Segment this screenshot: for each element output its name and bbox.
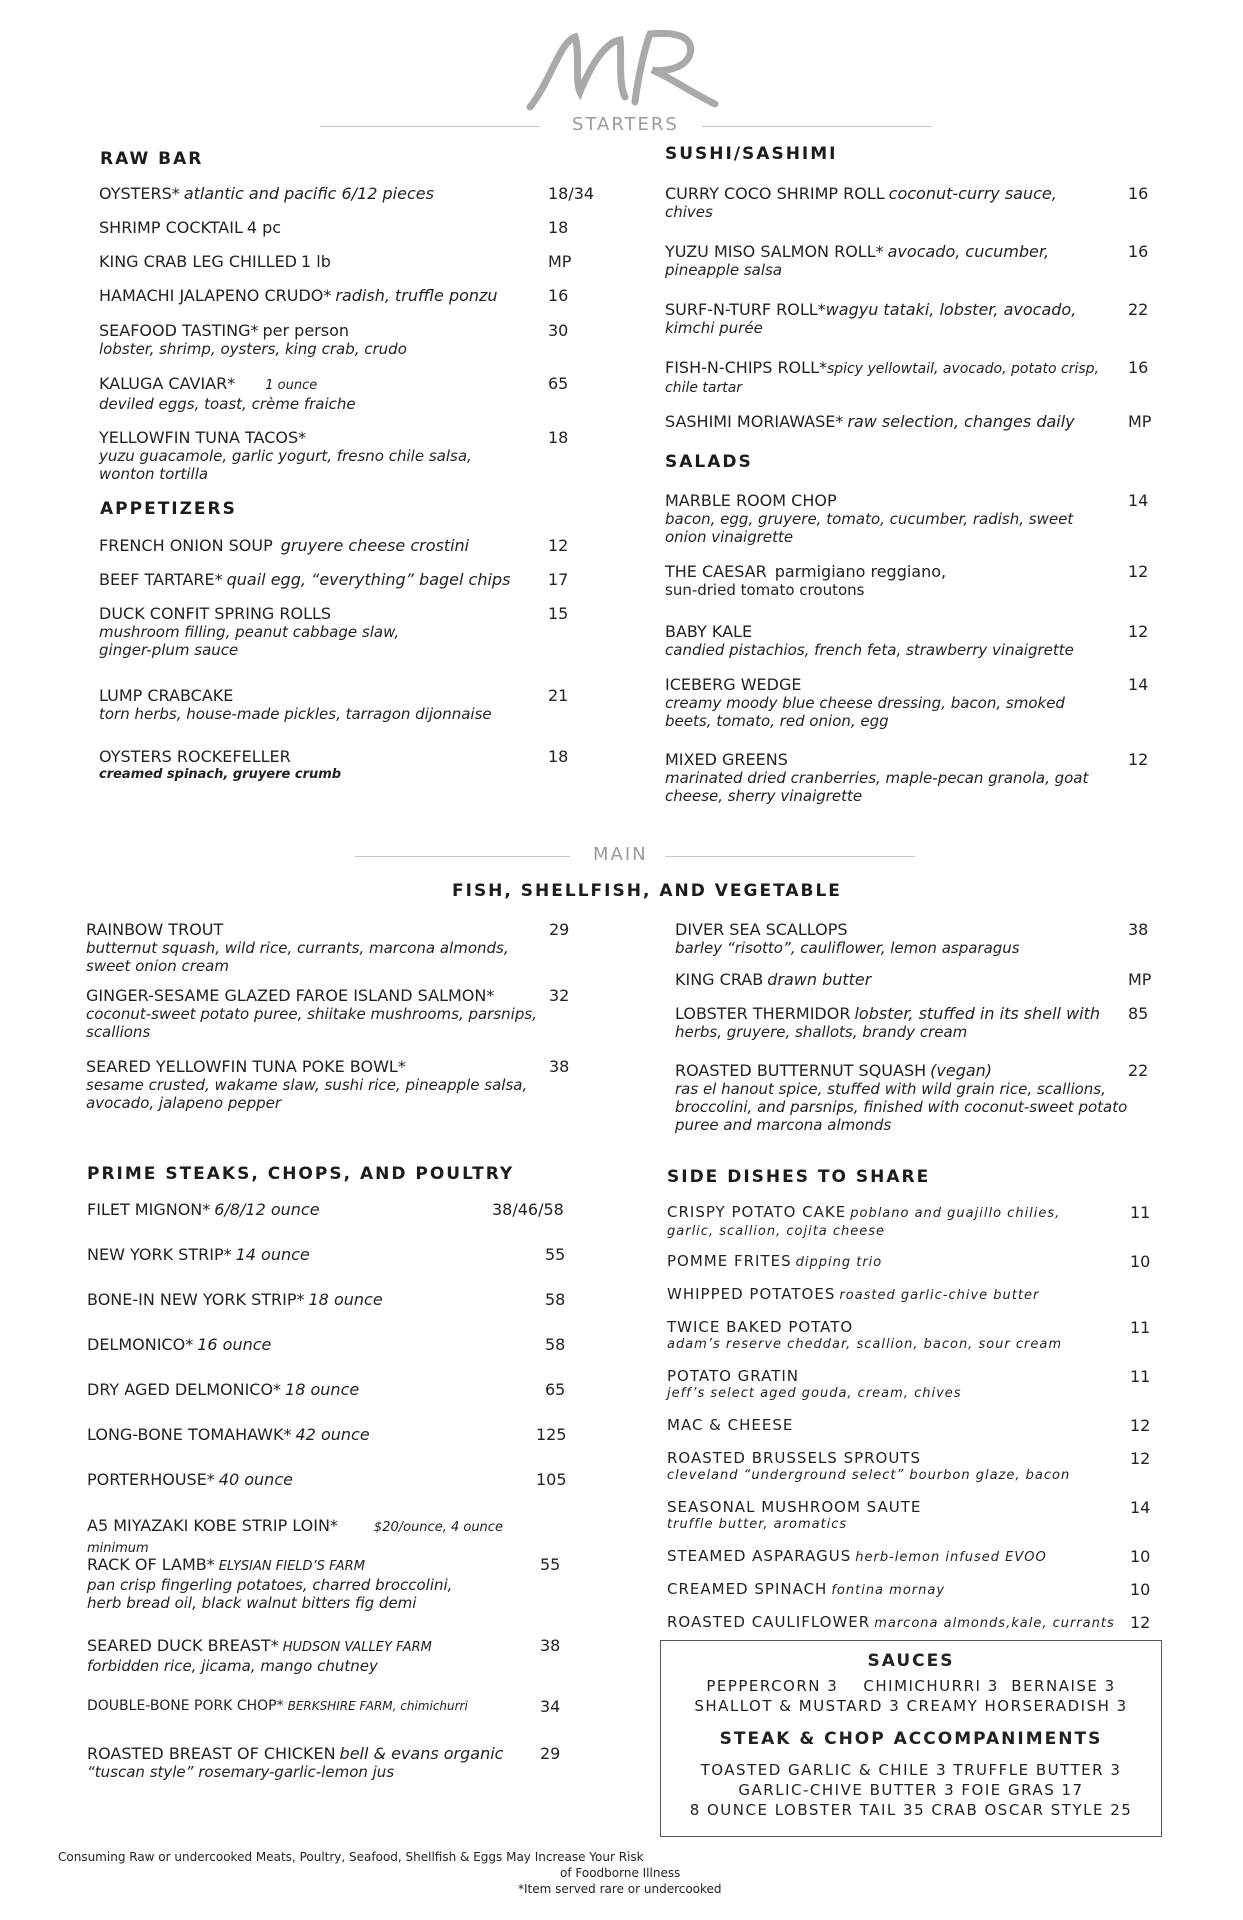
fish-item-king-crab: KING CRAB drawn butter bbox=[675, 970, 872, 989]
fish-price-poke: 38 bbox=[549, 1057, 570, 1076]
app-price-rockefeller: 18 bbox=[548, 747, 569, 766]
side-item-asparagus: STEAMED ASPARAGUS herb-lemon infused EVOO bbox=[667, 1547, 1047, 1565]
side-price-potato-cake: 11 bbox=[1130, 1203, 1151, 1222]
accompaniments-title: STEAK & CHOP ACCOMPANIMENTS bbox=[719, 1729, 1103, 1749]
side-price-pomme-frites: 10 bbox=[1130, 1252, 1151, 1271]
sushi-price-yuzu-miso: 16 bbox=[1128, 242, 1149, 261]
app-item-rockefeller: OYSTERS ROCKEFELLER creamed spinach, gruyere crumb bbox=[99, 747, 342, 782]
fish-item-poke: SEARED YELLOWFIN TUNA POKE BOWL* sesame crusted, wakame slaw, sushi rice, pineapple salsa, avocado, jalapeno pepper bbox=[86, 1057, 528, 1112]
sushi-item-yuzu-miso: YUZU MISO SALMON ROLL* avocado, cucumber, pineapple salsa bbox=[665, 242, 1050, 279]
fish-price-salmon: 32 bbox=[549, 986, 570, 1005]
raw-item-shrimp: SHRIMP COCKTAIL 4 pc bbox=[99, 218, 282, 237]
steak-price-chicken: 29 bbox=[540, 1744, 561, 1763]
sauces-line-1: PEPPERCORN 3 CHIMICHURRI 3 BERNAISE 3 bbox=[706, 1677, 1116, 1695]
raw-bar-title: RAW BAR bbox=[100, 149, 204, 169]
fish-item-trout: RAINBOW TROUT butternut squash, wild rice, currants, marcona almonds, sweet onion cream bbox=[86, 920, 509, 975]
steak-price-bone-in-ny: 58 bbox=[545, 1290, 566, 1309]
side-price-mac-cheese: 12 bbox=[1130, 1416, 1151, 1435]
steak-item-pork-chop: DOUBLE-BONE PORK CHOP* BERKSHIRE FARM, chimichurri bbox=[87, 1698, 468, 1714]
footer-line-2: of Foodborne Illness bbox=[560, 1866, 681, 1880]
appetizers-title: APPETIZERS bbox=[100, 499, 237, 519]
footer-line-1: Consuming Raw or undercooked Meats, Poultry, Seafood, Shellfish & Eggs May Increase Your Risk bbox=[58, 1850, 644, 1864]
steak-item-duck: SEARED DUCK BREAST* HUDSON VALLEY FARM forbidden rice, jicama, mango chutney bbox=[87, 1636, 432, 1675]
steak-item-bone-in-ny: BONE-IN NEW YORK STRIP* 18 ounce bbox=[87, 1290, 383, 1309]
steaks-title: PRIME STEAKS, CHOPS, AND POULTRY bbox=[87, 1164, 515, 1184]
fish-item-salmon: GINGER-SESAME GLAZED FAROE ISLAND SALMON* coconut-sweet potato puree, shiitake mushrooms, parsnips, scallions bbox=[86, 986, 537, 1041]
app-price-beef-tartare: 17 bbox=[548, 570, 569, 589]
side-price-mushroom: 14 bbox=[1130, 1498, 1151, 1517]
main-divider-right bbox=[665, 856, 915, 857]
raw-item-oysters: OYSTERS* atlantic and pacific 6/12 pieces bbox=[99, 184, 434, 203]
steak-item-filet: FILET MIGNON* 6/8/12 ounce bbox=[87, 1200, 320, 1219]
fish-item-scallops: DIVER SEA SCALLOPS barley “risotto”, cauliflower, lemon asparagus bbox=[675, 920, 1020, 957]
salad-price-mixed-greens: 12 bbox=[1128, 750, 1149, 769]
steak-price-lamb: 55 bbox=[540, 1555, 561, 1574]
salad-price-baby-kale: 12 bbox=[1128, 622, 1149, 641]
side-item-mushroom: SEASONAL MUSHROOM SAUTE truffle butter, aromatics bbox=[667, 1498, 922, 1532]
steak-item-ny-strip: NEW YORK STRIP* 14 ounce bbox=[87, 1245, 310, 1264]
logo-text: MR bbox=[625, 82, 627, 83]
fish-price-thermidor: 85 bbox=[1128, 1004, 1149, 1023]
main-divider-left bbox=[355, 856, 570, 857]
footer-line-3: *Item served rare or undercooked bbox=[518, 1882, 722, 1896]
sushi-item-curry-coco: CURRY COCO SHRIMP ROLL coconut-curry sauce, chives bbox=[665, 184, 1057, 221]
side-price-twice-baked: 11 bbox=[1130, 1318, 1151, 1337]
raw-price-seafood-tasting: 30 bbox=[548, 321, 569, 340]
steak-price-pork-chop: 34 bbox=[540, 1697, 561, 1716]
app-item-beef-tartare: BEEF TARTARE* quail egg, “everything” bagel chips bbox=[99, 570, 511, 589]
sushi-price-fish-chips: 16 bbox=[1128, 358, 1149, 377]
salad-item-mixed-greens: MIXED GREENS marinated dried cranberries, maple-pecan granola, goat cheese, sherry vinaigrette bbox=[665, 750, 1089, 805]
sushi-price-moriawase: MP bbox=[1128, 412, 1152, 431]
accompaniments-line-1: TOASTED GARLIC & CHILE 3 TRUFFLE BUTTER 3 bbox=[700, 1761, 1122, 1779]
side-price-spinach: 10 bbox=[1130, 1580, 1151, 1599]
salad-price-iceberg: 14 bbox=[1128, 675, 1149, 694]
app-price-spring-rolls: 15 bbox=[548, 604, 569, 623]
side-item-spinach: CREAMED SPINACH fontina mornay bbox=[667, 1580, 946, 1598]
salad-item-marble-chop: MARBLE ROOM CHOP bacon, egg, gruyere, tomato, cucumber, radish, sweet onion vinaigrette bbox=[665, 491, 1074, 546]
side-item-twice-baked: TWICE BAKED POTATO adam’s reserve cheddar, scallion, bacon, sour cream bbox=[667, 1318, 1063, 1352]
accompaniments-line-3: 8 OUNCE LOBSTER TAIL 35 CRAB OSCAR STYLE 25 bbox=[689, 1801, 1133, 1819]
fish-title: FISH, SHELLFISH, AND VEGETABLE bbox=[452, 881, 842, 901]
steak-item-kobe: A5 MIYAZAKI KOBE STRIP LOIN* $20/ounce, 4 ounce minimum bbox=[87, 1516, 503, 1556]
starters-title: STARTERS bbox=[572, 114, 679, 135]
side-item-brussels: ROASTED BRUSSELS SPROUTS cleveland “underground select” bourbon glaze, bacon bbox=[667, 1449, 1071, 1483]
side-item-cauliflower: ROASTED CAULIFLOWER marcona almonds,kale, currants bbox=[667, 1613, 1115, 1631]
fish-price-butternut: 22 bbox=[1128, 1061, 1149, 1080]
fish-price-trout: 29 bbox=[549, 920, 570, 939]
side-item-pomme-frites: POMME FRITES dipping trio bbox=[667, 1252, 883, 1270]
side-item-mac-cheese: MAC & CHEESE bbox=[667, 1416, 794, 1434]
raw-price-king-crab: MP bbox=[548, 252, 572, 271]
sushi-item-moriawase: SASHIMI MORIAWASE* raw selection, changes daily bbox=[665, 412, 1075, 431]
sauces-line-2: SHALLOT & MUSTARD 3 CREAMY HORSERADISH 3 bbox=[694, 1697, 1128, 1715]
side-item-whipped: WHIPPED POTATOES roasted garlic-chive butter bbox=[667, 1285, 1040, 1303]
raw-price-hamachi: 16 bbox=[548, 286, 569, 305]
raw-price-oysters: 18/34 bbox=[548, 184, 595, 203]
app-item-crabcake: LUMP CRABCAKE torn herbs, house-made pickles, tarragon dijonnaise bbox=[99, 686, 492, 723]
steak-price-tomahawk: 125 bbox=[536, 1425, 567, 1444]
side-price-asparagus: 10 bbox=[1130, 1547, 1151, 1566]
raw-price-shrimp: 18 bbox=[548, 218, 569, 237]
steak-price-porterhouse: 105 bbox=[536, 1470, 567, 1489]
side-price-gratin: 11 bbox=[1130, 1367, 1151, 1386]
fish-item-thermidor: LOBSTER THERMIDOR lobster, stuffed in its shell with herbs, gruyere, shallots, brandy cream bbox=[675, 1004, 1101, 1041]
steak-item-delmonico: DELMONICO* 16 ounce bbox=[87, 1335, 272, 1354]
sushi-price-curry-coco: 16 bbox=[1128, 184, 1149, 203]
fish-item-butternut: ROASTED BUTTERNUT SQUASH (vegan) ras el hanout spice, stuffed with wild grain rice, scallions, broccolini, and parsnips, finished with coconut-sweet potato puree and marcona almonds bbox=[675, 1061, 1128, 1134]
raw-price-caviar: 65 bbox=[548, 374, 569, 393]
steak-price-delmonico: 58 bbox=[545, 1335, 566, 1354]
sauces-title: SAUCES bbox=[867, 1651, 955, 1671]
steak-item-dry-aged: DRY AGED DELMONICO* 18 ounce bbox=[87, 1380, 360, 1399]
salad-price-marble-chop: 14 bbox=[1128, 491, 1149, 510]
steak-price-filet: 38/46/58 bbox=[492, 1200, 564, 1219]
steak-price-duck: 38 bbox=[540, 1636, 561, 1655]
app-item-onion-soup: FRENCH ONION SOUP gruyere cheese crostini bbox=[99, 536, 470, 555]
main-title: MAIN bbox=[593, 844, 648, 865]
raw-item-caviar: KALUGA CAVIAR* 1 ounce deviled eggs, toast, crème fraiche bbox=[99, 374, 356, 413]
app-item-spring-rolls: DUCK CONFIT SPRING ROLLS mushroom filling, peanut cabbage slaw, ginger-plum sauce bbox=[99, 604, 400, 659]
side-price-brussels: 12 bbox=[1130, 1449, 1151, 1468]
steak-item-chicken: ROASTED BREAST OF CHICKEN bell & evans organic “tuscan style” rosemary-garlic-lemon jus bbox=[87, 1744, 504, 1781]
raw-price-tuna-tacos: 18 bbox=[548, 428, 569, 447]
sushi-price-surf-turf: 22 bbox=[1128, 300, 1149, 319]
salad-item-baby-kale: BABY KALE candied pistachios, french feta, strawberry vinaigrette bbox=[665, 622, 1074, 659]
raw-item-hamachi: HAMACHI JALAPENO CRUDO* radish, truffle ponzu bbox=[99, 286, 498, 305]
raw-item-seafood-tasting: SEAFOOD TASTING* per person lobster, shrimp, oysters, king crab, crudo bbox=[99, 321, 407, 358]
accompaniments-line-2: GARLIC-CHIVE BUTTER 3 FOIE GRAS 17 bbox=[738, 1781, 1084, 1799]
starters-divider-left bbox=[320, 126, 540, 127]
app-price-onion-soup: 12 bbox=[548, 536, 569, 555]
raw-item-king-crab: KING CRAB LEG CHILLED 1 lb bbox=[99, 252, 331, 271]
salad-item-caesar: THE CAESAR parmigiano reggiano, sun-dried tomato croutons bbox=[665, 562, 947, 599]
app-price-crabcake: 21 bbox=[548, 686, 569, 705]
sushi-title: SUSHI/SASHIMI bbox=[665, 144, 838, 164]
sauces-box bbox=[660, 1640, 1162, 1837]
mr-logo bbox=[520, 22, 730, 117]
fish-price-scallops: 38 bbox=[1128, 920, 1149, 939]
steak-item-lamb: RACK OF LAMB* ELYSIAN FIELD’S FARM pan crisp fingerling potatoes, charred broccolini, herb bread oil, black walnut bitters fig demi bbox=[87, 1555, 453, 1612]
side-item-potato-cake: CRISPY POTATO CAKE poblano and guajillo chilies, garlic, scallion, cojita cheese bbox=[667, 1203, 1061, 1239]
fish-price-king-crab: MP bbox=[1128, 970, 1152, 989]
starters-divider-right bbox=[702, 126, 932, 127]
raw-item-tuna-tacos: YELLOWFIN TUNA TACOS* yuzu guacamole, garlic yogurt, fresno chile salsa, wonton tortilla bbox=[99, 428, 472, 483]
sides-title: SIDE DISHES TO SHARE bbox=[667, 1167, 931, 1187]
steak-price-ny-strip: 55 bbox=[545, 1245, 566, 1264]
side-item-gratin: POTATO GRATIN jeff’s select aged gouda, cream, chives bbox=[667, 1367, 962, 1401]
salads-title: SALADS bbox=[665, 452, 753, 472]
steak-price-dry-aged: 65 bbox=[545, 1380, 566, 1399]
sushi-item-fish-chips: FISH-N-CHIPS ROLL*spicy yellowtail, avocado, potato crisp, chile tartar bbox=[665, 358, 1099, 396]
side-price-cauliflower: 12 bbox=[1130, 1613, 1151, 1632]
steak-item-tomahawk: LONG-BONE TOMAHAWK* 42 ounce bbox=[87, 1425, 370, 1444]
salad-price-caesar: 12 bbox=[1128, 562, 1149, 581]
steak-item-porterhouse: PORTERHOUSE* 40 ounce bbox=[87, 1470, 293, 1489]
sushi-item-surf-turf: SURF-N-TURF ROLL*wagyu tataki, lobster, avocado, kimchi purée bbox=[665, 300, 1077, 337]
salad-item-iceberg: ICEBERG WEDGE creamy moody blue cheese dressing, bacon, smoked beets, tomato, red onion, egg bbox=[665, 675, 1065, 730]
